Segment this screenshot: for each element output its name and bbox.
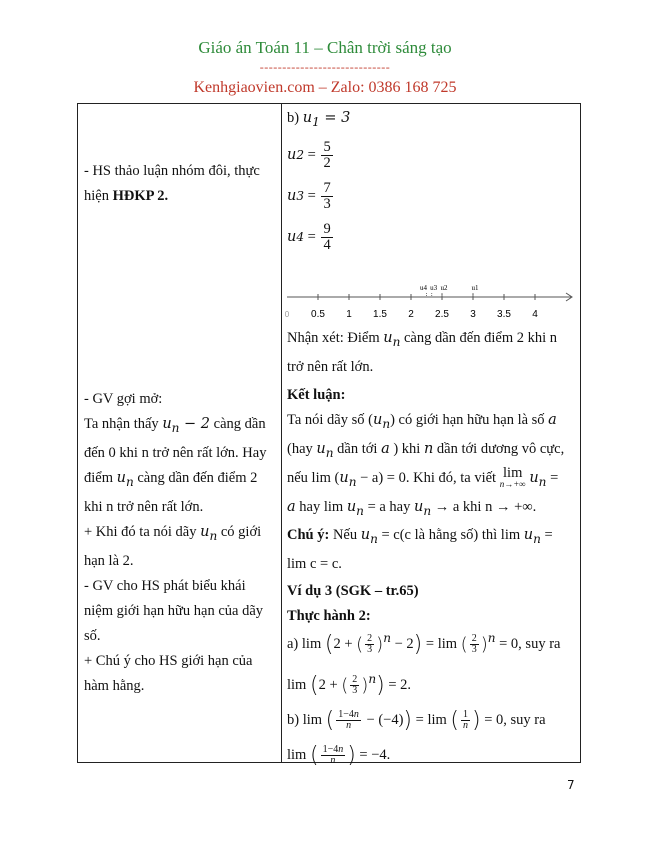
chuy-heading: Chú ý:: [287, 527, 330, 544]
kl2-sub: n: [325, 445, 334, 460]
u1-sub: 1: [312, 114, 320, 129]
pa-end: = 0, suy ra: [495, 635, 561, 652]
right-block-practice: [287, 621, 577, 773]
nhanxet-text-a: Nhận xét: Điểm: [287, 330, 384, 346]
kl4-b: = a hay: [363, 498, 414, 515]
chuy-c: =: [540, 527, 553, 544]
u3-row: u 3 = $\frac{7}{3}$: [287, 180, 331, 212]
left-block-hs: [84, 159, 276, 209]
tick-label: 4: [532, 309, 538, 320]
kl1-a: Ta nói dãy số (: [287, 411, 373, 428]
document-subtitle: Kenhgiaovien.com – Zalo: 0386 168 725: [193, 79, 457, 96]
u4-symbol: u: [287, 228, 297, 245]
kl1-sub: n: [382, 416, 391, 431]
kl2-e: dần tới dương vô cực,: [433, 440, 565, 457]
u4-den: 4: [323, 236, 331, 253]
u2-row: u 2 = $\frac{5}{2}$: [287, 139, 331, 171]
vi-du-3: [287, 579, 577, 604]
u2-sub: 2: [296, 147, 305, 162]
obs-math-u: u: [162, 416, 172, 432]
tick-label: 2: [408, 309, 414, 320]
kl4-a-var: a: [287, 498, 296, 515]
vidu-heading: Ví dụ 3 (SGK – tr.65): [287, 583, 419, 600]
kl3-a: nếu lim (: [287, 469, 340, 486]
point-label-u1: u1: [471, 284, 479, 292]
practice-a-line1: a) lim (2 + ( $\frac{2}{3}$ )$^n$ − 2) = lim ( $\frac{2}{3}$ )$^n$ = 0, suy ra: [287, 631, 561, 657]
kl2-b: dần tới: [333, 440, 382, 457]
u4-fraction: [321, 222, 332, 252]
obs-math-minus: − 2: [179, 416, 211, 432]
right-block-sequence: [287, 106, 577, 258]
kl2-u: u: [316, 440, 326, 457]
pa-mid: = lim: [422, 635, 461, 652]
left-text-hs: - HS thảo luận nhóm đôi, thực hiện: [84, 163, 260, 204]
obs-text-b: càng dần đến 0 khi n trở nên rất lớn. Hay điểm: [84, 416, 267, 486]
lesson-table: [77, 103, 581, 769]
u3-fraction: [321, 181, 332, 211]
nhanxet-text-b: càng dần đến điểm 2 khi n trở nên rất lớn.: [287, 330, 558, 375]
chuy-b: = c(c là hằng số) thì lim: [377, 527, 524, 544]
chuy-u2: u: [523, 527, 534, 544]
u3-symbol: u: [287, 187, 297, 204]
chuy-u: u: [360, 527, 371, 544]
kl3-sub2: n: [538, 474, 547, 489]
lim-word: lim: [503, 464, 523, 481]
kl3-b: − a) = 0. Khi đó, ta viết: [356, 469, 500, 486]
u2-den: 2: [323, 154, 331, 171]
header-separator: -----------------------------: [259, 60, 391, 74]
kl4-sub: n: [356, 503, 364, 518]
u4-sub: 4: [296, 229, 305, 244]
note-math-sub: n: [209, 528, 218, 543]
lim-sub: n→+∞: [499, 479, 526, 490]
number-line: [283, 276, 579, 326]
chuy-sub: n: [370, 532, 378, 547]
left-text-definition-task: - GV cho HS phát biểu khái niệm giới hạn hữu hạn của dãy số.: [84, 577, 264, 644]
kl4-u2: u: [414, 498, 424, 515]
nhan-xet: [287, 326, 577, 380]
chu-y: [287, 523, 577, 577]
thuchanh-heading: Thực hành 2:: [287, 608, 371, 625]
page-number: 7: [567, 778, 575, 792]
tick-label-zero: 0: [284, 310, 290, 319]
kl3-u2: u: [529, 469, 539, 486]
kl2-c: ) khi: [389, 440, 424, 457]
tick-label: 3: [470, 309, 476, 320]
left-text-observation: [84, 412, 276, 520]
kl1-u: u: [372, 411, 383, 428]
left-text-hdkp: HĐKP 2.: [112, 188, 169, 204]
document-title: Giáo án Toán 11 – Chân trời sáng tạo: [198, 38, 452, 57]
chuy-sub2: n: [533, 532, 541, 547]
obs-math-sub2: n: [125, 474, 134, 489]
pb-label: b) lim: [287, 712, 326, 728]
note-text-a: + Khi đó ta nói dãy: [84, 523, 201, 540]
left-text-gv-goimo: - GV gợi mở:: [84, 391, 163, 407]
u2-fraction: [321, 140, 332, 170]
kl1-b: ) có giới hạn hữu hạn là số: [390, 411, 549, 428]
ket-luan-text: Ta nói dãy số $(u_n)$ có giới hạn hữu hạn là số a (hay $u_n$ dần tới a ) khi n dần tới dương vô cực, nếu $\lim (u_n - a) = 0$. Khi đó, ta viết lim n→+∞ $u_n$ = a hay $\lim u_n = a$ hay $u_n \to a$ khi n → +∞.: [287, 411, 565, 518]
u1-symbol: u: [302, 110, 313, 126]
kl3-u: u: [339, 469, 349, 486]
tick-label: 0.5: [311, 309, 325, 320]
obs-math-u2: u: [116, 469, 126, 486]
kl2-n: n: [423, 440, 434, 457]
nhanxet-u: u: [383, 330, 393, 346]
pb3-end: = −4.: [355, 747, 391, 764]
pa2-end: = 2.: [384, 676, 411, 693]
note-math-u: u: [200, 523, 210, 540]
kl4-c: → a khi n → +∞.: [431, 498, 537, 515]
page-header: [0, 38, 650, 97]
u1-row: [287, 106, 577, 135]
kl2-a: (hay: [287, 440, 317, 457]
nhanxet-sub: n: [392, 334, 401, 349]
left-block-gv: [84, 387, 276, 699]
note-text-b: có giới hạn là 2.: [84, 523, 262, 569]
kl2-a-var: a: [381, 440, 390, 457]
kl4-a: hay lim: [295, 498, 347, 515]
tick-label: 1.5: [373, 309, 387, 320]
point-label-u4: u4: [420, 284, 427, 292]
u3-sub: 3: [296, 188, 305, 203]
obs-math-sub: n: [171, 420, 180, 435]
tick-label: 2.5: [435, 309, 449, 320]
u2-symbol: u: [287, 146, 297, 163]
practice-b-line2: lim ( $\frac{1-4n}{n}$ ) = −4.: [287, 743, 391, 769]
right-block-conclusion: [287, 326, 577, 629]
kl1-a-var: a: [548, 411, 557, 428]
column-divider: [281, 104, 282, 762]
u1-value: = 3: [319, 110, 351, 126]
b-label: b): [287, 110, 303, 126]
obs-text-a: Ta nhận thấy: [84, 416, 163, 432]
left-text-limit-note: [84, 520, 276, 574]
pb-end: = 0, suy ra: [480, 712, 546, 728]
kl4-u: u: [346, 498, 357, 515]
u3-num: 7: [323, 180, 331, 197]
u3-den: 3: [323, 195, 331, 212]
kl3-sub: n: [348, 474, 357, 489]
obs-text-c: càng dần đến điểm 2 khi n trở nên rất lớn.: [84, 469, 258, 515]
lim-notation: [500, 466, 526, 490]
kl4-sub2: n: [423, 503, 432, 518]
ketluan-heading: Kết luận:: [287, 386, 346, 403]
tick-label: 1: [346, 309, 352, 320]
chuy-d: lim c = c.: [287, 556, 342, 573]
ket-luan-title: [287, 383, 577, 408]
tick-label: 3.5: [497, 309, 511, 320]
chuy-a: Nếu: [329, 527, 361, 544]
practice-a-line2: lim (2 + ( $\frac{2}{3}$ )$^n$) = 2.: [287, 672, 411, 698]
point-label-u3: u3: [430, 284, 438, 292]
u4-num: 9: [323, 221, 331, 238]
pa-label: a) lim: [287, 635, 325, 652]
practice-b-line1: b) lim ( $\frac{1-4n}{n}$ − (−4)) = lim ( $\frac{1}{n}$ ) = 0, suy ra: [287, 708, 546, 734]
u2-num: 5: [323, 139, 331, 156]
u4-row: u 4 = $\frac{9}{4}$: [287, 221, 331, 253]
point-label-u2: u2: [440, 284, 448, 292]
left-text-constant-note: + Chú ý cho HS giới hạn của hàm hằng.: [84, 652, 253, 694]
